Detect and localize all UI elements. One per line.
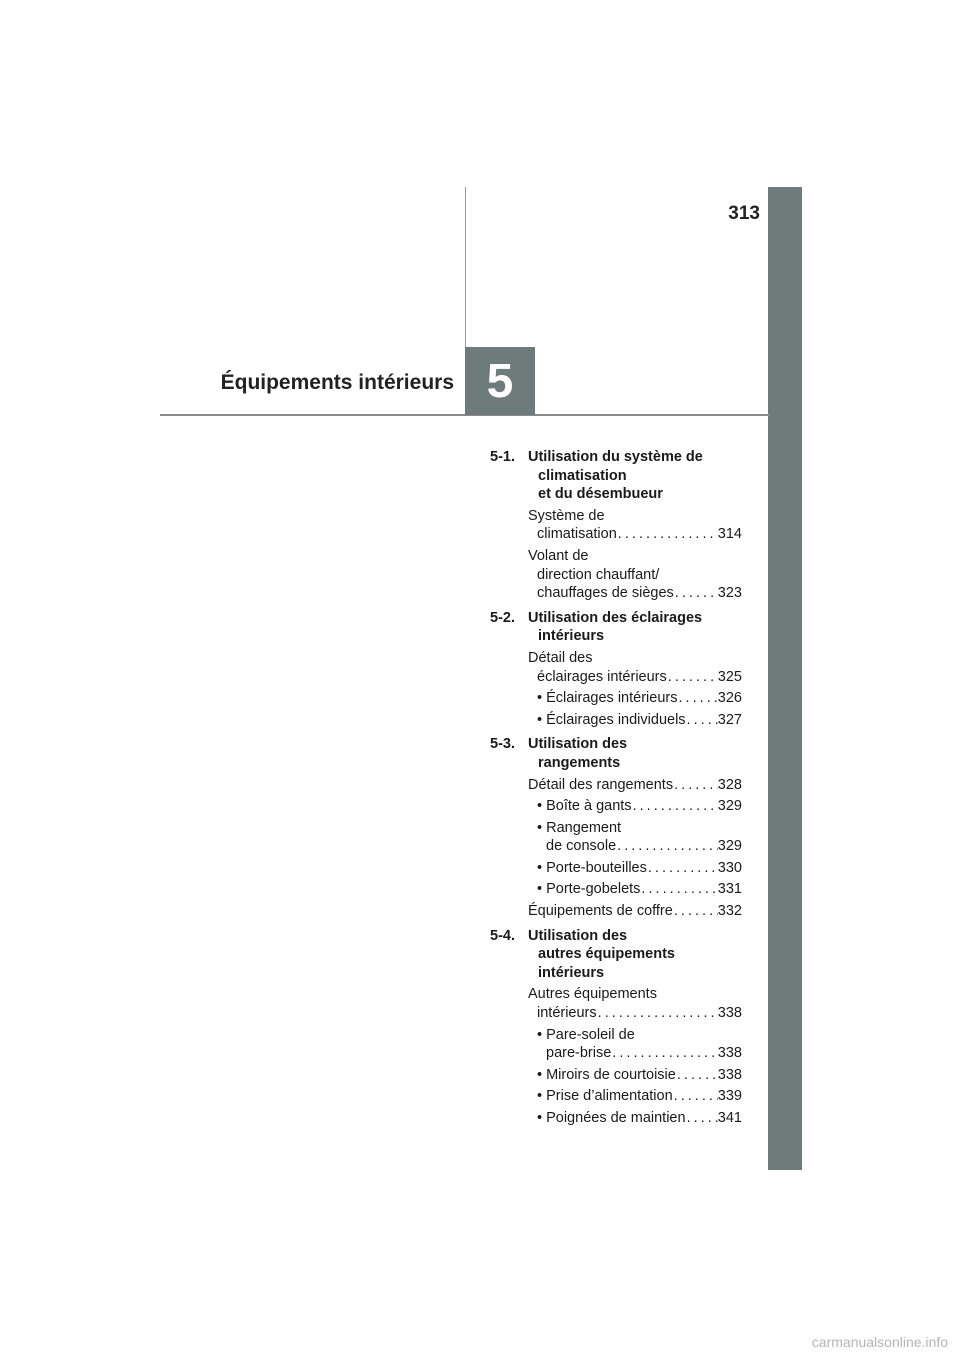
chapter-title: Équipements intérieurs — [220, 371, 454, 394]
page-ref: 339 — [717, 1088, 742, 1105]
toc-entry[interactable] — [528, 649, 742, 686]
toc-section — [490, 927, 742, 1128]
entry-text: direction chauffant/ — [537, 566, 660, 583]
section-title-line: climatisation — [538, 467, 627, 484]
page-ref: 329 — [717, 798, 742, 815]
page-ref: 338 — [717, 1045, 742, 1062]
entry-text: Équipements de coffre — [528, 903, 673, 920]
page-ref: 323 — [717, 585, 742, 602]
section-title-line: autres équipements — [538, 946, 675, 963]
dot-leader — [616, 837, 718, 856]
entry-text: • Pare-soleil de — [537, 1026, 635, 1043]
toc-section — [490, 735, 742, 920]
page-ref: 332 — [717, 903, 742, 920]
section-title-line: Utilisation des — [528, 927, 628, 944]
dot-leader — [647, 859, 718, 878]
page-ref: 328 — [717, 776, 742, 793]
entry-text: de console — [546, 838, 617, 855]
dot-leader — [676, 1066, 718, 1085]
chapter-number-box: 5 — [465, 347, 535, 415]
entry-text: climatisation — [537, 526, 617, 543]
entry-text: • Poignées de maintien — [537, 1110, 686, 1126]
section-title-line: rangements — [538, 754, 621, 771]
entry-text: • Porte-gobelets — [537, 881, 641, 898]
toc-entry[interactable] — [528, 507, 742, 544]
vertical-rule — [465, 187, 466, 347]
section-number: 5-2. — [490, 609, 515, 626]
page-ref: 329 — [717, 838, 742, 855]
entry-text: éclairages intérieurs — [537, 668, 667, 685]
page-ref: 331 — [717, 881, 742, 898]
entry-text: • Éclairages intérieurs — [537, 690, 678, 707]
toc-entry[interactable] — [528, 1066, 742, 1085]
entry-text: intérieurs — [537, 1005, 597, 1022]
section-title — [528, 448, 742, 504]
section-title-line: et du désembueur — [538, 486, 663, 503]
dot-leader — [686, 1109, 718, 1128]
toc-entry[interactable] — [528, 985, 742, 1022]
section-number: 5-3. — [490, 736, 515, 753]
entry-text: Détail des rangements — [528, 776, 674, 793]
toc-entry[interactable] — [528, 547, 742, 603]
entry-text: Système de — [528, 507, 605, 524]
dot-leader — [597, 1004, 718, 1023]
entry-text: • Porte-bouteilles — [537, 859, 647, 876]
toc-section — [490, 448, 742, 603]
table-of-contents — [490, 448, 742, 1134]
toc-entry[interactable] — [528, 1087, 742, 1106]
entry-text: Volant de — [528, 547, 589, 564]
dot-leader — [632, 797, 718, 816]
dot-leader — [667, 668, 718, 687]
page-ref: 325 — [717, 668, 742, 685]
section-number: 5-4. — [490, 927, 515, 944]
entry-text: • Éclairages individuels — [537, 711, 686, 728]
dot-leader — [673, 1087, 718, 1106]
page-number: 313 — [728, 203, 760, 224]
entry-text: • Prise d’alimentation — [537, 1088, 673, 1105]
toc-entry[interactable] — [528, 819, 742, 856]
toc-entry[interactable] — [528, 797, 742, 816]
entry-text: Autres équipements — [528, 986, 657, 1003]
section-title-line: intérieurs — [538, 964, 605, 981]
chapter-side-tab — [768, 187, 802, 1170]
dot-leader — [617, 525, 718, 544]
entry-text: • Miroirs de courtoisie — [537, 1066, 676, 1083]
toc-entry[interactable] — [528, 776, 742, 795]
entry-text: • Boîte à gants — [537, 798, 632, 815]
page-ref: 326 — [717, 690, 742, 707]
section-heading[interactable] — [490, 735, 742, 772]
entry-text: • Rangement — [537, 819, 622, 836]
dot-leader — [673, 902, 718, 921]
page-ref: 314 — [717, 526, 742, 543]
dot-leader — [674, 584, 718, 603]
section-title-line: intérieurs — [538, 628, 605, 645]
section-heading[interactable] — [490, 927, 742, 983]
section-heading[interactable] — [490, 448, 742, 504]
toc-entry[interactable] — [528, 689, 742, 708]
dot-leader — [673, 776, 718, 795]
section-title — [528, 735, 742, 772]
entry-text: Détail des — [528, 649, 593, 666]
toc-entry[interactable] — [528, 1109, 742, 1128]
toc-entry[interactable] — [528, 880, 742, 899]
toc-entry[interactable] — [528, 1026, 742, 1063]
toc-entry[interactable] — [528, 859, 742, 878]
section-title-line: Utilisation des éclairages — [528, 609, 703, 626]
page-ref: 327 — [717, 711, 742, 728]
page-ref: 338 — [717, 1066, 742, 1083]
page-ref: 338 — [717, 1005, 742, 1022]
toc-section — [490, 609, 742, 730]
section-title-line: Utilisation du système de — [528, 449, 703, 465]
toc-entry[interactable] — [528, 711, 742, 730]
section-title — [528, 609, 742, 646]
section-title-line: Utilisation des — [528, 736, 628, 753]
section-title — [528, 927, 742, 983]
dot-leader — [640, 880, 717, 899]
page-ref: 330 — [717, 859, 742, 876]
watermark: carmanualsonline.info — [811, 1334, 948, 1350]
dot-leader — [686, 711, 718, 730]
section-number: 5-1. — [490, 449, 515, 465]
entry-text: chauffages de sièges — [537, 585, 674, 602]
entry-text: pare-brise — [546, 1045, 612, 1062]
dot-leader — [677, 689, 717, 708]
toc-entry[interactable] — [528, 902, 742, 921]
dot-leader — [611, 1044, 718, 1063]
page-ref: 341 — [717, 1110, 742, 1126]
section-heading[interactable] — [490, 609, 742, 646]
